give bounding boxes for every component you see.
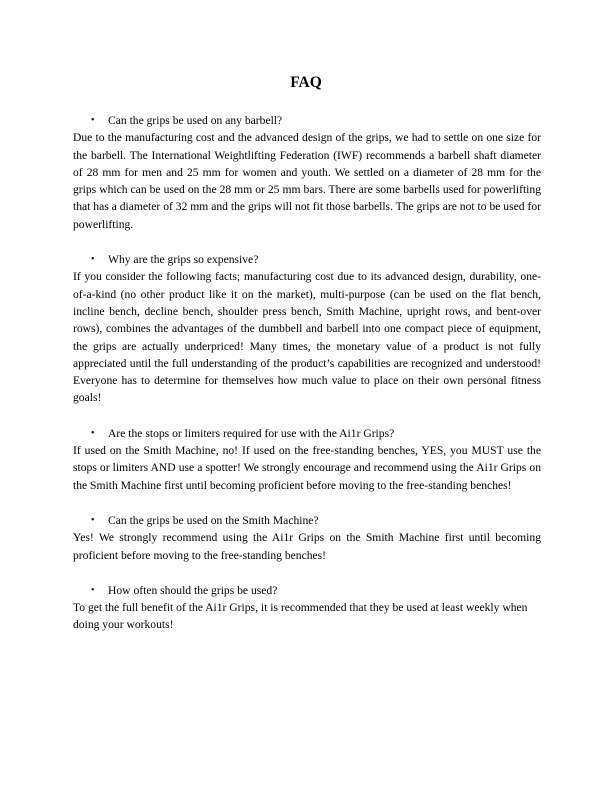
bullet-icon: •: [91, 584, 95, 596]
faq-answer: Yes! We strongly recommend using the Ai1r Grips on the Smith Machine first until becoming proficient before moving to the free-standing benches!: [73, 531, 541, 562]
faq-question: [73, 251, 541, 268]
faq-list: [73, 112, 541, 652]
faq-question-text: Why are the grips so expensive?: [108, 253, 259, 267]
page-title: FAQ: [290, 74, 322, 91]
bullet-icon: •: [91, 254, 95, 266]
faq-question: [73, 425, 541, 442]
bullet-icon: •: [91, 115, 95, 126]
faq-item: [73, 512, 541, 564]
faq-question: [73, 512, 541, 529]
faq-question: [73, 582, 541, 599]
faq-item: [73, 582, 541, 634]
faq-item: [73, 425, 541, 494]
faq-answer: If used on the Smith Machine, no! If used on the free-standing benches, YES, you MUST use the stops or limiters AND use a spotter! We strongly encourage and recommend using the Ai1r Grips on the Smith Machine first until becoming proficient before moving to the free-standing benches!: [73, 444, 541, 492]
faq-question-text: How often should the grips be used?: [108, 583, 278, 597]
bullet-icon: •: [91, 514, 95, 526]
faq-answer: Due to the manufacturing cost and the advanced design of the grips, we had to settle on one size for the barbell. The International Weightlifting Federation (IWF) recommends a barbell shaft diameter of 28 mm for men and 25 mm for women and youth. We settled on a diameter of 28 mm for the grips which can be used on the 28 mm or 25 mm bars. There are some barbells used for powerlifting that has a diameter of 32 mm and the grips will not fit those barbells. The grips are not to be used for powerlifting.: [73, 131, 541, 231]
faq-question-text: Can the grips be used on the Smith Machine?: [108, 513, 319, 527]
faq-answer: To get the full benefit of the Ai1r Grips, it is recommended that they be used at least weekly when doing your workouts!: [73, 601, 528, 632]
faq-item: [73, 112, 541, 233]
faq-question: [73, 112, 541, 129]
faq-question-text: Can the grips be used on any barbell?: [108, 114, 283, 127]
faq-question-text: Are the stops or limiters required for use with the Ai1r Grips?: [108, 426, 395, 440]
bullet-icon: •: [91, 427, 95, 439]
faq-item: [73, 251, 541, 407]
faq-answer: If you consider the following facts; manufacturing cost due to its advanced design, durability, one-of-a-kind (no other product like it on the market), multi-purpose (can be used on the flat bench, incline bench, decline bench, shoulder press bench, Smith Machine, upright rows, and bent-over rows), combines the advantages of the dumbbell and barbell into one compact piece of equipment, the grips are actually underpriced! Many times, the monetary value of a product is not fully appreciated until the full understanding of the product’s capabilities are recognized and understood! Everyone has to determine for themselves how much value to place on their own personal fitness goals!: [73, 270, 541, 405]
